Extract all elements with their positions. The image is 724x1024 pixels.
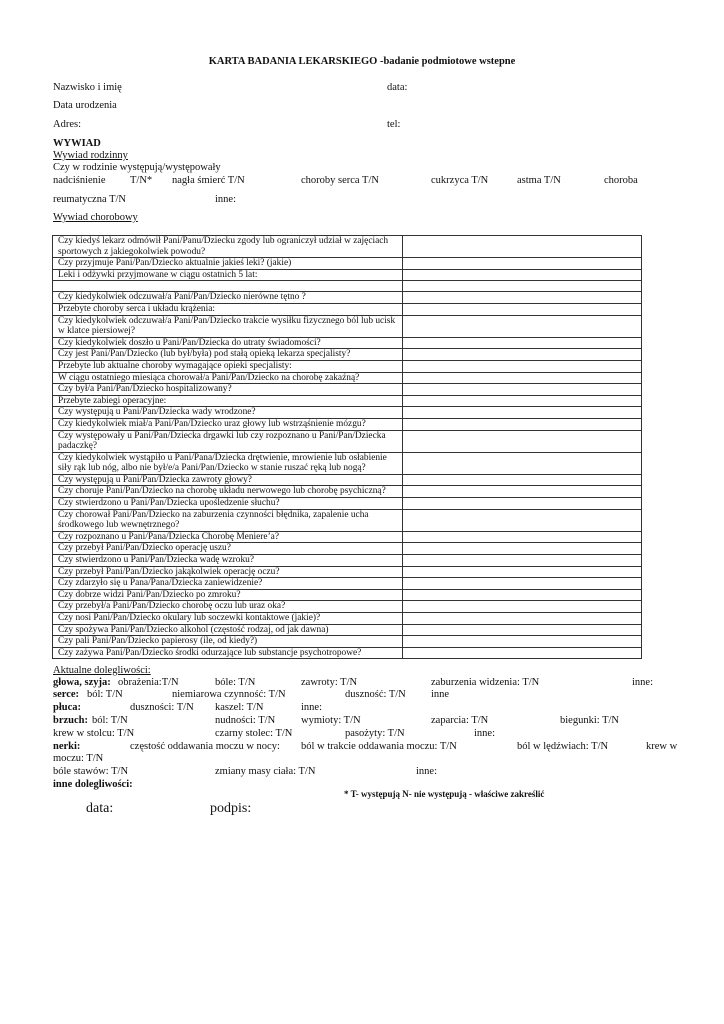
question-text: Czy stwierdzono u Pani/Pan/Dziecka upośledzenie słuchu?	[53, 498, 403, 510]
answer-cell[interactable]	[403, 636, 642, 648]
question-text: Czy kiedykolwiek wystąpiło u Pani/Pana/Dziecka drętwienie, mrowienie lub osłabienie siły rąk lub nóg, albo nie był/e/a Pani/Pan/Dziecko w stanie ruszać ręką lub nogą?	[53, 452, 403, 474]
question-text: Czy dobrze widzi Pani/Pan/Dziecko po zmroku?	[53, 589, 403, 601]
answer-cell[interactable]	[403, 395, 642, 407]
heart-item: ból: T/N	[87, 689, 123, 700]
question-row	[53, 498, 642, 510]
kidney-item: moczu: T/N	[53, 753, 104, 764]
question-text: Czy występują u Pani/Pan/Dziecka wady wrodzone?	[53, 407, 403, 419]
question-text: Czy kiedykolwiek odczuwał/a Pani/Pan/Dziecko nierówne tętno ?	[53, 292, 403, 304]
question-text: Leki i odżywki przyjmowane w ciągu ostatnich 5 lat:	[53, 269, 403, 281]
answer-cell[interactable]	[403, 647, 642, 659]
answer-cell[interactable]	[403, 407, 642, 419]
name-label: Nazwisko i imię	[53, 82, 122, 93]
question-text: Czy przebył/a Pani/Pan/Dziecko chorobę oczu lub uraz oka?	[53, 601, 403, 613]
question-text: Czy choruje Pani/Pan/Dziecko na chorobę układu nerwowego lub chorobę psychiczną?	[53, 486, 403, 498]
lungs-label: płuca:	[53, 702, 82, 713]
question-row	[53, 589, 642, 601]
question-row	[53, 384, 642, 396]
question-text: Czy przyjmuje Pani/Pan/Dziecko aktualnie jakieś leki? (jakie)	[53, 258, 403, 270]
answer-cell[interactable]	[403, 624, 642, 636]
question-row	[53, 474, 642, 486]
head-item: zawroty: T/N	[301, 677, 358, 688]
question-row	[53, 372, 642, 384]
heart-item: duszność: T/N	[345, 689, 406, 700]
footer-signature-label: podpis:	[210, 801, 252, 816]
answer-cell[interactable]	[403, 430, 642, 452]
question-row	[53, 337, 642, 349]
answer-cell[interactable]	[403, 578, 642, 590]
address-label: Adres:	[53, 119, 81, 130]
answer-cell[interactable]	[403, 531, 642, 543]
question-text: Czy był/a Pani/Pan/Dziecko hospitalizowany?	[53, 384, 403, 396]
answer-cell[interactable]	[403, 601, 642, 613]
answer-cell[interactable]	[403, 236, 642, 258]
question-text: Czy chorował Pani/Pan/Dziecko na zaburzenia czynności błędnika, zapalenie ucha środkowego lub wewnętrznego?	[53, 509, 403, 531]
abdomen-item: inne:	[474, 728, 495, 739]
question-text: Czy zażywa Pani/Pan/Dziecko środki odurzające lub substancje psychotropowe?	[53, 647, 403, 659]
question-text: Przebyte lub aktualne choroby wymagające opieki specjalisty:	[53, 360, 403, 372]
question-text: Czy pali Pani/Pan/Dziecko papierosy (ile, od kiedy?)	[53, 636, 403, 648]
answer-cell[interactable]	[403, 452, 642, 474]
kidney-item: ból w lędźwiach: T/N	[517, 741, 609, 752]
family-question: Czy w rodzinie występują/występowały	[53, 162, 221, 173]
answer-cell[interactable]	[403, 303, 642, 315]
family-item: T/N*	[130, 175, 153, 186]
question-row	[53, 258, 642, 270]
lungs-item: inne:	[301, 702, 322, 713]
question-row	[53, 269, 642, 281]
complaints-heading: Aktualne dolegliwości:	[53, 665, 151, 676]
abdomen-item: wymioty: T/N	[301, 715, 361, 726]
abdomen-item: pasożyty: T/N	[345, 728, 405, 739]
abdomen-item: nudności: T/N	[215, 715, 276, 726]
question-row	[53, 613, 642, 625]
abdomen-item: czarny stolec: T/N	[215, 728, 293, 739]
question-text: W ciągu ostatniego miesiąca chorował/a Pani/Pan/Dziecko na chorobę zakaźną?	[53, 372, 403, 384]
question-row	[53, 578, 642, 590]
date-label: data:	[387, 82, 408, 93]
question-row	[53, 281, 642, 292]
answer-cell[interactable]	[403, 315, 642, 337]
question-text: Czy stwierdzono u Pani/Pan/Dziecka wadę wzroku?	[53, 555, 403, 567]
answer-cell[interactable]	[403, 509, 642, 531]
abdomen-item: zaparcia: T/N	[431, 715, 489, 726]
abdomen-label: brzuch:	[53, 715, 88, 726]
wywiad-heading: WYWIAD	[53, 138, 101, 149]
family-item: choroba	[604, 175, 638, 186]
kidney-label: nerki:	[53, 741, 81, 752]
question-text: Czy zdarzyło się u Pana/Pana/Dziecka zaniewidzenie?	[53, 578, 403, 590]
answer-cell[interactable]	[403, 258, 642, 270]
question-text: Czy kiedykolwiek odczuwał/a Pani/Pan/Dziecko trakcie wysiłku fizycznego ból lub ucisk w klatce piersiowej?	[53, 315, 403, 337]
family-history-heading: Wywiad rodzinny	[53, 150, 128, 161]
question-row	[53, 418, 642, 430]
family-item: inne:	[215, 194, 236, 205]
question-text: Czy kiedyś lekarz odmówił Pani/Panu/Dziecku zgody lub ograniczył udział w zajęciach sportowych z jakiegokolwiek powodu?	[53, 236, 403, 258]
answer-cell[interactable]	[403, 337, 642, 349]
family-item: choroby serca T/N	[301, 175, 379, 186]
head-item: obrażenia:T/N	[118, 677, 179, 688]
question-row	[53, 647, 642, 659]
heart-label: serce:	[53, 689, 80, 700]
answer-cell[interactable]	[403, 269, 642, 281]
question-row	[53, 531, 642, 543]
head-item: bóle: T/N	[215, 677, 256, 688]
kidney-item: ból w trakcie oddawania moczu: T/N	[301, 741, 457, 752]
question-text: Czy kiedykolwiek doszło u Pani/Pan/Dziecka do utraty świadomości?	[53, 337, 403, 349]
question-text: Czy nosi Pani/Pan/Dziecko okulary lub soczewki kontaktowe (jakie)?	[53, 613, 403, 625]
question-row	[53, 555, 642, 567]
question-row	[53, 452, 642, 474]
question-text: Czy kiedykolwiek miał/a Pani/Pan/Dziecko uraz głowy lub wstrząśnienie mózgu?	[53, 418, 403, 430]
question-row	[53, 360, 642, 372]
question-text: Czy przebył Pani/Pan/Dziecko operację uszu?	[53, 543, 403, 555]
answer-cell[interactable]	[403, 372, 642, 384]
answer-cell[interactable]	[403, 292, 642, 304]
disease-history-heading: Wywiad chorobowy	[53, 212, 138, 223]
question-text: Czy jest Pani/Pan/Dziecko (lub był/była) pod stałą opieką lekarza specjalisty?	[53, 349, 403, 361]
family-item: nadciśnienie	[53, 175, 106, 186]
questions-table	[52, 235, 642, 659]
answer-cell[interactable]	[403, 555, 642, 567]
question-text: Czy rozpoznano u Pani/Pana/Dziecka Chorobę Meniere’a?	[53, 531, 403, 543]
kidney-item: krew w	[646, 741, 678, 752]
question-row	[53, 636, 642, 648]
heart-item: niemiarowa czynność: T/N	[172, 689, 286, 700]
answer-cell[interactable]	[403, 474, 642, 486]
question-text: Przebyte choroby serca i układu krążenia:	[53, 303, 403, 315]
misc-item: bóle stawów: T/N	[53, 766, 129, 777]
answer-cell[interactable]	[403, 349, 642, 361]
answer-cell[interactable]	[403, 281, 642, 292]
heart-item: inne	[431, 689, 450, 700]
tel-label: tel:	[387, 119, 401, 130]
question-text: Czy występują u Pani/Pan/Dziecka zawroty głowy?	[53, 474, 403, 486]
question-row	[53, 509, 642, 531]
question-row	[53, 601, 642, 613]
question-row	[53, 236, 642, 258]
lungs-item: duszności: T/N	[130, 702, 194, 713]
birth-date-label: Data urodzenia	[53, 100, 117, 111]
footnote: * T- występują N- nie występują - właściwe zakreślić	[344, 789, 545, 799]
answer-cell[interactable]	[403, 498, 642, 510]
other-complaints-label: inne dolegliwości:	[53, 779, 133, 790]
question-text: Czy występowały u Pani/Pan/Dziecka drgawki lub czy rozpoznano u Pani/Pan/Dziecka padaczkę?	[53, 430, 403, 452]
question-row	[53, 486, 642, 498]
footer-date-label: data:	[86, 801, 114, 816]
answer-cell[interactable]	[403, 613, 642, 625]
family-item: reumatyczna T/N	[53, 194, 126, 205]
question-row	[53, 543, 642, 555]
answer-cell[interactable]	[403, 360, 642, 372]
question-row	[53, 395, 642, 407]
question-text: Przebyte zabiegi operacyjne:	[53, 395, 403, 407]
family-item: nagła śmierć T/N	[172, 175, 245, 186]
abdomen-item: krew w stolcu: T/N	[53, 728, 135, 739]
family-item: astma T/N	[517, 175, 561, 186]
lungs-item: kaszel: T/N	[215, 702, 264, 713]
answer-cell[interactable]	[403, 589, 642, 601]
question-text	[53, 281, 403, 292]
question-text: Czy przebył Pani/Pan/Dziecko jakąkolwiek operację oczu?	[53, 566, 403, 578]
answer-cell[interactable]	[403, 418, 642, 430]
abdomen-item: ból: T/N	[92, 715, 128, 726]
question-row	[53, 349, 642, 361]
abdomen-item: biegunki: T/N	[560, 715, 620, 726]
misc-item: inne:	[416, 766, 437, 777]
question-row	[53, 292, 642, 304]
document-title: KARTA BADANIA LEKARSKIEGO -badanie podmiotowe wstepne	[208, 56, 516, 67]
question-row	[53, 624, 642, 636]
question-row	[53, 566, 642, 578]
answer-cell[interactable]	[403, 486, 642, 498]
misc-item: zmiany masy ciała: T/N	[215, 766, 316, 777]
answer-cell[interactable]	[403, 566, 642, 578]
answer-cell[interactable]	[403, 384, 642, 396]
head-label: głowa, szyja:	[53, 677, 111, 688]
family-item: cukrzyca T/N	[431, 175, 489, 186]
head-item: zaburzenia widzenia: T/N	[431, 677, 540, 688]
question-row	[53, 430, 642, 452]
kidney-item: częstość oddawania moczu w nocy:	[130, 741, 280, 752]
question-row	[53, 315, 642, 337]
question-row	[53, 407, 642, 419]
answer-cell[interactable]	[403, 543, 642, 555]
question-row	[53, 303, 642, 315]
question-text: Czy spożywa Pani/Pan/Dziecko alkohol (częstość rodzaj, od jak dawna)	[53, 624, 403, 636]
head-item: inne:	[632, 677, 653, 688]
